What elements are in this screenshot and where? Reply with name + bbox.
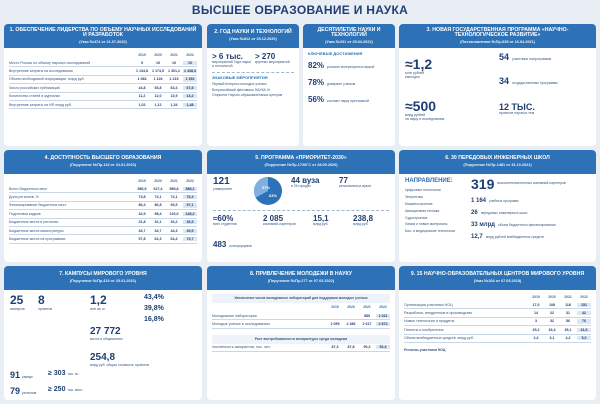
year-label: 2022: [186, 52, 194, 57]
row-value: 1,02: [138, 102, 146, 107]
row-value: 74,1: [170, 195, 178, 200]
card-header: [303, 24, 395, 48]
card-body: [4, 174, 202, 262]
stat-label: регионов: [22, 391, 37, 395]
stat-label: кампусов: [10, 306, 25, 311]
row-value: 14: [534, 311, 538, 316]
stat-label: россиян интересуются наукой: [327, 64, 375, 69]
card-year-of-science: [207, 24, 299, 146]
row-value: 1 134,8: [136, 69, 148, 74]
card-decade-of-science: [303, 24, 395, 146]
row-value: 1 215: [169, 77, 179, 82]
card-subtitle: (Постановление №Пр-635 от 16.04.2021): [460, 40, 535, 45]
row-value: 44,3: [170, 228, 178, 233]
row-label: Объем необходимой информации, млрд руб.: [9, 77, 85, 82]
stat-value: ≈500: [405, 98, 437, 114]
card-body: [399, 174, 596, 262]
stat-value: 8: [38, 293, 45, 307]
row-value: 36,5: [183, 220, 197, 224]
row-value: 13,9: [170, 94, 178, 99]
card-title: 3. НОВАЯ ГОСУДАРСТВЕННАЯ ПРОГРАММА «НАУЧНО-ТЕХНОЛОГИЧЕСКОЕ РАЗВИТИЕ»: [426, 26, 569, 39]
year-label: 2022: [379, 305, 387, 310]
row-value: 41,6: [577, 328, 591, 332]
footer-note: Регионы-участники НОЦ: [404, 347, 446, 352]
direction-label: НАПРАВЛЕНИЕ:: [405, 178, 453, 184]
stat-label: учебных программ: [489, 199, 519, 203]
card-title: 1. ОБЕСПЕЧЕНИЕ ЛИДЕРСТВА ПО ОБЪЕМУ НАУЧНЫХ ИССЛЕДОВАНИЙ И РАЗРАБОТОК: [9, 26, 197, 39]
row-value: 86,8: [154, 203, 162, 208]
row-label: Молодые ученые в исследованиях: [212, 321, 271, 326]
stat-row: [471, 234, 589, 241]
table-row: [9, 210, 197, 218]
card-title: 9. 15 НАУЧНО-ОБРАЗОВАТЕЛЬНЫХ ЦЕНТРОВ МИРОВОГО УРОВНЯ: [410, 271, 585, 278]
stat-value: 54: [499, 52, 510, 62]
stat-label: передовых инженерных школ: [480, 210, 528, 215]
stat-label: высокотехнологичных компаний-партнеров: [497, 181, 566, 186]
stat-label: региональных вузов: [339, 184, 371, 189]
stat-label: считают науку престижной: [327, 98, 369, 103]
stat-label: млрд руб.: [353, 222, 369, 227]
row-value: 588,1: [183, 187, 197, 191]
row-value: 76,3: [183, 195, 197, 199]
card-header: [4, 266, 202, 290]
card-title: 7. КАМПУСЫ МИРОВОГО УРОВНЯ: [59, 271, 147, 278]
stat-label: всех студентов: [213, 222, 237, 227]
row-value: 87,8: [347, 345, 355, 350]
list-item: Машиностроение: [405, 201, 433, 206]
row-value: 585: [364, 313, 370, 318]
row-value: 3: [535, 319, 537, 324]
row-value: 10: [156, 60, 160, 65]
card-title: 6. 30 ПЕРЕДОВЫХ ИНЖЕНЕРНЫХ ШКОЛ: [445, 155, 550, 162]
row-value: 74,1: [154, 195, 162, 200]
card-body: [399, 48, 596, 146]
table-row: [212, 344, 390, 352]
row-value: 32: [550, 319, 554, 324]
stat-value: 121: [213, 176, 230, 187]
row-value: 86,4: [138, 203, 146, 208]
card-subtitle: (Поручение №Пр-277 от 07.02.2022): [267, 279, 335, 284]
stat-label: университет: [213, 186, 233, 191]
stat-unit: млрд рублей: [405, 113, 426, 118]
card-body: [4, 290, 202, 400]
year-label: 2020: [347, 305, 355, 310]
stat-value: 25: [10, 293, 24, 307]
card-body: [207, 174, 395, 262]
list-item: Всероссийский фестиваль НАУКА 0+: [212, 87, 271, 92]
row-label: Новые технологии и продукты: [404, 319, 455, 324]
pie-chart: [253, 176, 283, 206]
stat-row: [471, 198, 589, 205]
row-value: 49,5: [183, 229, 197, 233]
row-value: 1 174,5: [152, 69, 164, 74]
row-value: 3,1: [549, 336, 555, 341]
stat-value: 82%: [308, 60, 325, 70]
table-row: [9, 93, 197, 101]
row-label: Объем внебюджетных средств, млрд руб.: [404, 336, 474, 341]
card-body: [207, 48, 299, 146]
row-value: 11,2: [138, 94, 146, 99]
row-label: Внутренние затраты на исследования: [9, 69, 73, 74]
row-label: Численность аспирантов, тыс. чел.: [212, 345, 271, 350]
stat-label: ежегодно: [405, 75, 420, 79]
table-row: [9, 202, 197, 210]
row-value: 64,4: [170, 236, 178, 241]
year-label: 2020: [154, 52, 162, 57]
stat-value: 34: [499, 76, 510, 86]
table-row: [404, 301, 591, 309]
table-row: [9, 185, 197, 193]
section-label: ЗНАКОВЫЕ МЕРОПРИЯТИЯ: [212, 75, 268, 80]
row-value: 92,3: [376, 345, 390, 349]
row-value: 44,8: [138, 85, 146, 90]
row-value: 4,2: [565, 336, 571, 341]
card-priority-2030: [207, 150, 395, 262]
banner-text: Рост востребованности аспирантуры среди молодежи: [254, 336, 348, 341]
row-label: Число российских публикаций: [9, 85, 60, 90]
year-label: 2021: [170, 178, 178, 183]
row-value: 586,9: [137, 186, 147, 191]
stat-value: 43,4%: [144, 294, 164, 301]
row-label: Всего бюджетных мест: [9, 186, 48, 191]
stat-value: ≈1,2: [405, 56, 433, 72]
stat-value: 44 вуза: [291, 176, 320, 185]
table-row: [9, 84, 197, 92]
row-value: 627,4: [153, 186, 163, 191]
row-value: 108: [549, 302, 555, 307]
year-label: 2019: [138, 52, 146, 57]
year-header: [404, 294, 591, 301]
list-item: Первый Конгресс молодых ученых: [212, 81, 267, 86]
stat-value: 27 772: [90, 326, 121, 337]
row-value: 12,0: [154, 94, 162, 99]
stat-label: государственные программы: [512, 81, 558, 85]
year-label: 2021: [564, 294, 572, 299]
stat-label: крупных мероприятий: [255, 60, 290, 65]
table-row: [9, 101, 197, 109]
list-item: Судостроение: [405, 215, 428, 220]
year-label: 2019: [532, 294, 540, 299]
stat-label: проектов научных тем: [499, 111, 535, 116]
stat-label: проектов: [38, 306, 53, 311]
row-value: 31,8: [138, 220, 146, 225]
card-body: [4, 48, 202, 146]
year-header: [9, 178, 197, 185]
row-value: 22: [550, 311, 554, 316]
row-value: 1 301,2: [168, 69, 180, 74]
divider: [213, 210, 389, 211]
card-header: [399, 150, 596, 174]
stat-row: [308, 61, 390, 70]
row-value: 2 059: [330, 321, 340, 326]
row-value: 97,1: [183, 203, 197, 207]
table-row: [9, 227, 197, 235]
row-value: 25,2: [532, 327, 540, 332]
stat-label: кампус: [22, 375, 33, 379]
stat-value: 483: [213, 240, 227, 249]
year-label: 2021: [170, 52, 178, 57]
row-value: 145,2: [183, 212, 197, 216]
card-header: [4, 24, 202, 48]
stat-label: консорциумов: [229, 244, 252, 248]
row-label: Подготовка кадров: [9, 211, 41, 216]
stat-value: 78%: [308, 77, 325, 87]
row-value: 33,4: [548, 327, 556, 332]
list-item: Био- и медицинские технологии: [405, 229, 456, 234]
card-header: [399, 266, 596, 290]
stat-label: доверяют ученым: [327, 81, 356, 86]
stat-value: 12 ТЫС.: [499, 102, 535, 112]
stat-label: в 25 городах: [291, 184, 311, 189]
table-row: [404, 326, 591, 334]
row-value: 42: [577, 311, 591, 315]
row-value: 64,4: [170, 85, 178, 90]
card-youth-in-science: [207, 266, 395, 400]
row-value: 87,3: [331, 345, 339, 350]
stat-value: ≈60%: [213, 214, 234, 223]
stat-row: [308, 95, 390, 104]
section-label: КЛЮЧЕВЫЕ ДОСТИЖЕНИЯ: [308, 51, 363, 56]
row-value: 1,12: [154, 102, 162, 107]
stat-label: тыс. мест: [67, 388, 83, 392]
card-subtitle: (Указ №474 от 21.07.2020): [79, 40, 127, 45]
pie-label-minor: 37%: [262, 185, 271, 190]
row-value: 14,2: [183, 94, 197, 98]
list-item: Химия и новые материалы: [405, 222, 448, 227]
stat-value: 39,8%: [144, 305, 164, 313]
card-body: [303, 48, 395, 146]
row-value: 120,0: [169, 211, 179, 216]
row-label: Доля регионов, %: [9, 195, 39, 200]
year-label: 2022: [186, 178, 194, 183]
stat-label: млрд руб. общая стоимость проектов: [90, 362, 150, 367]
row-value: 73,7: [183, 237, 197, 241]
card-research-centers: [399, 266, 596, 400]
card-title: 4. ДОСТУПНОСТЬ ВЫСШЕГО ОБРАЗОВАНИЯ: [44, 155, 162, 162]
row-label: Патенты и изобретения: [404, 327, 444, 332]
row-value: 17,0: [532, 302, 540, 307]
stat-value: ≥ 303: [48, 370, 66, 377]
card-subtitle: (Поручение №Пр-113 от 24.01.2020): [70, 163, 136, 168]
row-value: 32,9: [138, 211, 146, 216]
card-subtitle: (Поручение №Пр-1726ГС от 28.09.2020): [264, 163, 338, 168]
card-subtitle: (Указ №231 от 25.04.2022): [325, 40, 373, 45]
list-item: Энергетика: [405, 194, 423, 199]
table-row: [212, 320, 390, 328]
card-title: ДЕСЯТИЛЕТИЕ НАУКИ И ТЕХНОЛОГИЙ: [317, 26, 381, 39]
row-value: 58,4: [154, 211, 162, 216]
card-subtitle: (Указ №812 от 25.12.2020): [229, 37, 277, 42]
stat-value: 12,7: [471, 233, 483, 240]
table-row: [404, 309, 591, 317]
stat-value: 319: [471, 176, 495, 192]
stat-value: 91: [10, 370, 21, 380]
list-item: Авиационная техника: [405, 208, 440, 213]
stat-label: на науку и исследования: [405, 117, 445, 121]
row-value: 5,0: [577, 336, 591, 340]
stat-label: мероприятий Года науки и технологий: [212, 60, 251, 69]
stat-label: участника госпрограммы: [512, 57, 552, 61]
stat-value: 1,2: [90, 293, 107, 307]
card-state-program: [399, 24, 596, 146]
stat-value: 1 164: [471, 198, 487, 204]
row-value: 34,7: [154, 228, 162, 233]
stat-value: 33 млрд: [471, 221, 495, 228]
card-subtitle: (Поручение №Пр-1481 от 31.10.2021): [463, 163, 532, 168]
year-label: 2019: [331, 305, 339, 310]
card-title: 2. ГОД НАУКИ И ТЕХНОЛОГИЙ: [214, 29, 292, 36]
card-header: [4, 150, 202, 174]
card-title: 5. ПРОГРАММА «ПРИОРИТЕТ-2030»: [255, 155, 347, 162]
row-value: 151: [577, 303, 591, 307]
row-value: 34,2: [170, 220, 178, 225]
year-header: [9, 52, 197, 59]
row-value: 1 083: [137, 77, 147, 82]
row-value: 10: [183, 61, 197, 65]
year-label: 2021: [363, 305, 371, 310]
row-value: 1 021: [376, 314, 390, 318]
card-subtitle: (Поручение №Пр-419 от 25.01.2021): [69, 279, 137, 284]
year-header: [212, 305, 390, 312]
stat-row: [308, 78, 390, 87]
list-item: Открытие Научно-образовательных центров: [212, 93, 283, 98]
stat-row: [471, 222, 589, 229]
table-row: [212, 312, 390, 320]
row-value: 9: [141, 60, 143, 65]
row-value: 33,7: [138, 228, 146, 233]
list-item: Цифровые технологии: [405, 187, 441, 192]
row-value: 57,8: [138, 236, 146, 241]
row-label: Бюджетные места магистратуры: [9, 228, 64, 233]
year-label: 2020: [154, 178, 162, 183]
stat-value: 16,8%: [144, 316, 164, 324]
row-value: 32,1: [154, 220, 162, 225]
year-label: 2022: [580, 294, 588, 299]
row-value: 90,2: [363, 345, 371, 350]
banner: [212, 294, 390, 303]
table-row: [9, 59, 197, 67]
card-engineering-schools: [399, 150, 596, 262]
table-row: [9, 67, 197, 75]
stat-value: 15,1: [313, 214, 329, 223]
row-value: 56: [566, 319, 570, 324]
stat-label: компаний-партнеров: [263, 222, 296, 227]
row-value: 2,4: [533, 336, 539, 341]
card-header: [207, 266, 395, 290]
row-label: Бюджетные места на программах: [9, 236, 66, 241]
stat-unit: трлн рублей: [405, 71, 425, 76]
card-title: 8. ПРИВЛЕЧЕНИЕ МОЛОДЕЖИ В НАУКУ: [250, 271, 352, 278]
row-label: Бюджетные места в регионах: [9, 220, 59, 225]
row-value: 35,1: [564, 327, 572, 332]
stat-value: 238,8: [353, 214, 374, 223]
row-label: Количество статей в журналах: [9, 94, 61, 99]
card-higher-ed-access: [4, 150, 202, 262]
banner-text: Увеличение числа молодежных лабораторий для поддержки молодых ученых: [234, 296, 368, 300]
table-row: [404, 335, 591, 343]
stat-value: 26: [471, 209, 478, 216]
row-label: Место России по объему научных исследований: [9, 60, 91, 65]
page-title: ВЫСШЕЕ ОБРАЗОВАНИЕ И НАУКА: [191, 3, 409, 17]
stat-label: млрд рублей внебюджетных средств: [485, 234, 544, 239]
divider: [212, 72, 294, 73]
stat-row: [471, 210, 589, 217]
row-value: 2 386: [346, 321, 356, 326]
card-campuses: [4, 266, 202, 400]
row-value: 589,8: [169, 186, 179, 191]
row-value: 93,5: [170, 203, 178, 208]
card-body: [207, 290, 395, 400]
stat-value: 56%: [308, 94, 325, 104]
year-label: 2020: [548, 294, 556, 299]
card-header: [207, 150, 395, 174]
row-value: 62,3: [154, 236, 162, 241]
stat-label: тыс. м²: [67, 372, 79, 376]
stat-label: млн кв. м: [90, 306, 105, 311]
table-row: [9, 193, 197, 201]
row-value: 76: [577, 319, 591, 323]
card-subtitle: (Указ №204 от 07.05.2018): [473, 279, 522, 284]
row-label: Внутренние затраты на ИР, млрд руб.: [9, 102, 72, 107]
stat-value: > 270: [255, 52, 276, 61]
stat-label: млрд руб.: [313, 222, 329, 227]
banner: [212, 335, 390, 344]
stat-value: 2 085: [263, 214, 284, 223]
stat-value: > 6 тыс.: [212, 52, 243, 61]
row-label: Организации-участники НОЦ: [404, 302, 453, 307]
row-label: Молодежные лаборатории: [212, 313, 257, 318]
row-value: 1,34: [170, 102, 178, 107]
table-row: [9, 219, 197, 227]
row-value: 2 617: [362, 321, 372, 326]
row-value: 1 352: [183, 77, 197, 81]
stat-label: места в общежитиях: [90, 336, 123, 341]
row-label: Финансирование бюджетных мест: [9, 203, 67, 208]
row-value: 31: [566, 311, 570, 316]
card-header: [399, 24, 596, 48]
row-value: 73,8: [138, 195, 146, 200]
year-label: 2019: [138, 178, 146, 183]
row-value: 1 438,3: [184, 69, 196, 74]
table-row: [9, 76, 197, 84]
table-row: [404, 318, 591, 326]
pie-label-major: 63%: [269, 193, 278, 198]
row-value: 67,8: [183, 86, 197, 90]
stat-value: ≥ 250: [48, 386, 66, 393]
row-value: 1 126: [153, 77, 163, 82]
stat-value: 79: [10, 386, 21, 396]
table-row: [9, 235, 197, 243]
card-body: [399, 290, 596, 400]
row-value: 53,8: [154, 85, 162, 90]
row-value: 1,48: [183, 103, 197, 107]
row-value: 118: [565, 302, 571, 307]
row-value: 10: [172, 60, 176, 65]
row-label: Разработки, внедренные в производство: [404, 311, 473, 316]
card-header: [207, 24, 299, 48]
stat-value: 77: [339, 176, 348, 185]
stat-label: объем бюджетного финансирования: [497, 222, 556, 227]
row-value: 2 872: [376, 322, 390, 326]
card-research-leadership: [4, 24, 202, 146]
stat-value: 254,8: [90, 352, 116, 363]
